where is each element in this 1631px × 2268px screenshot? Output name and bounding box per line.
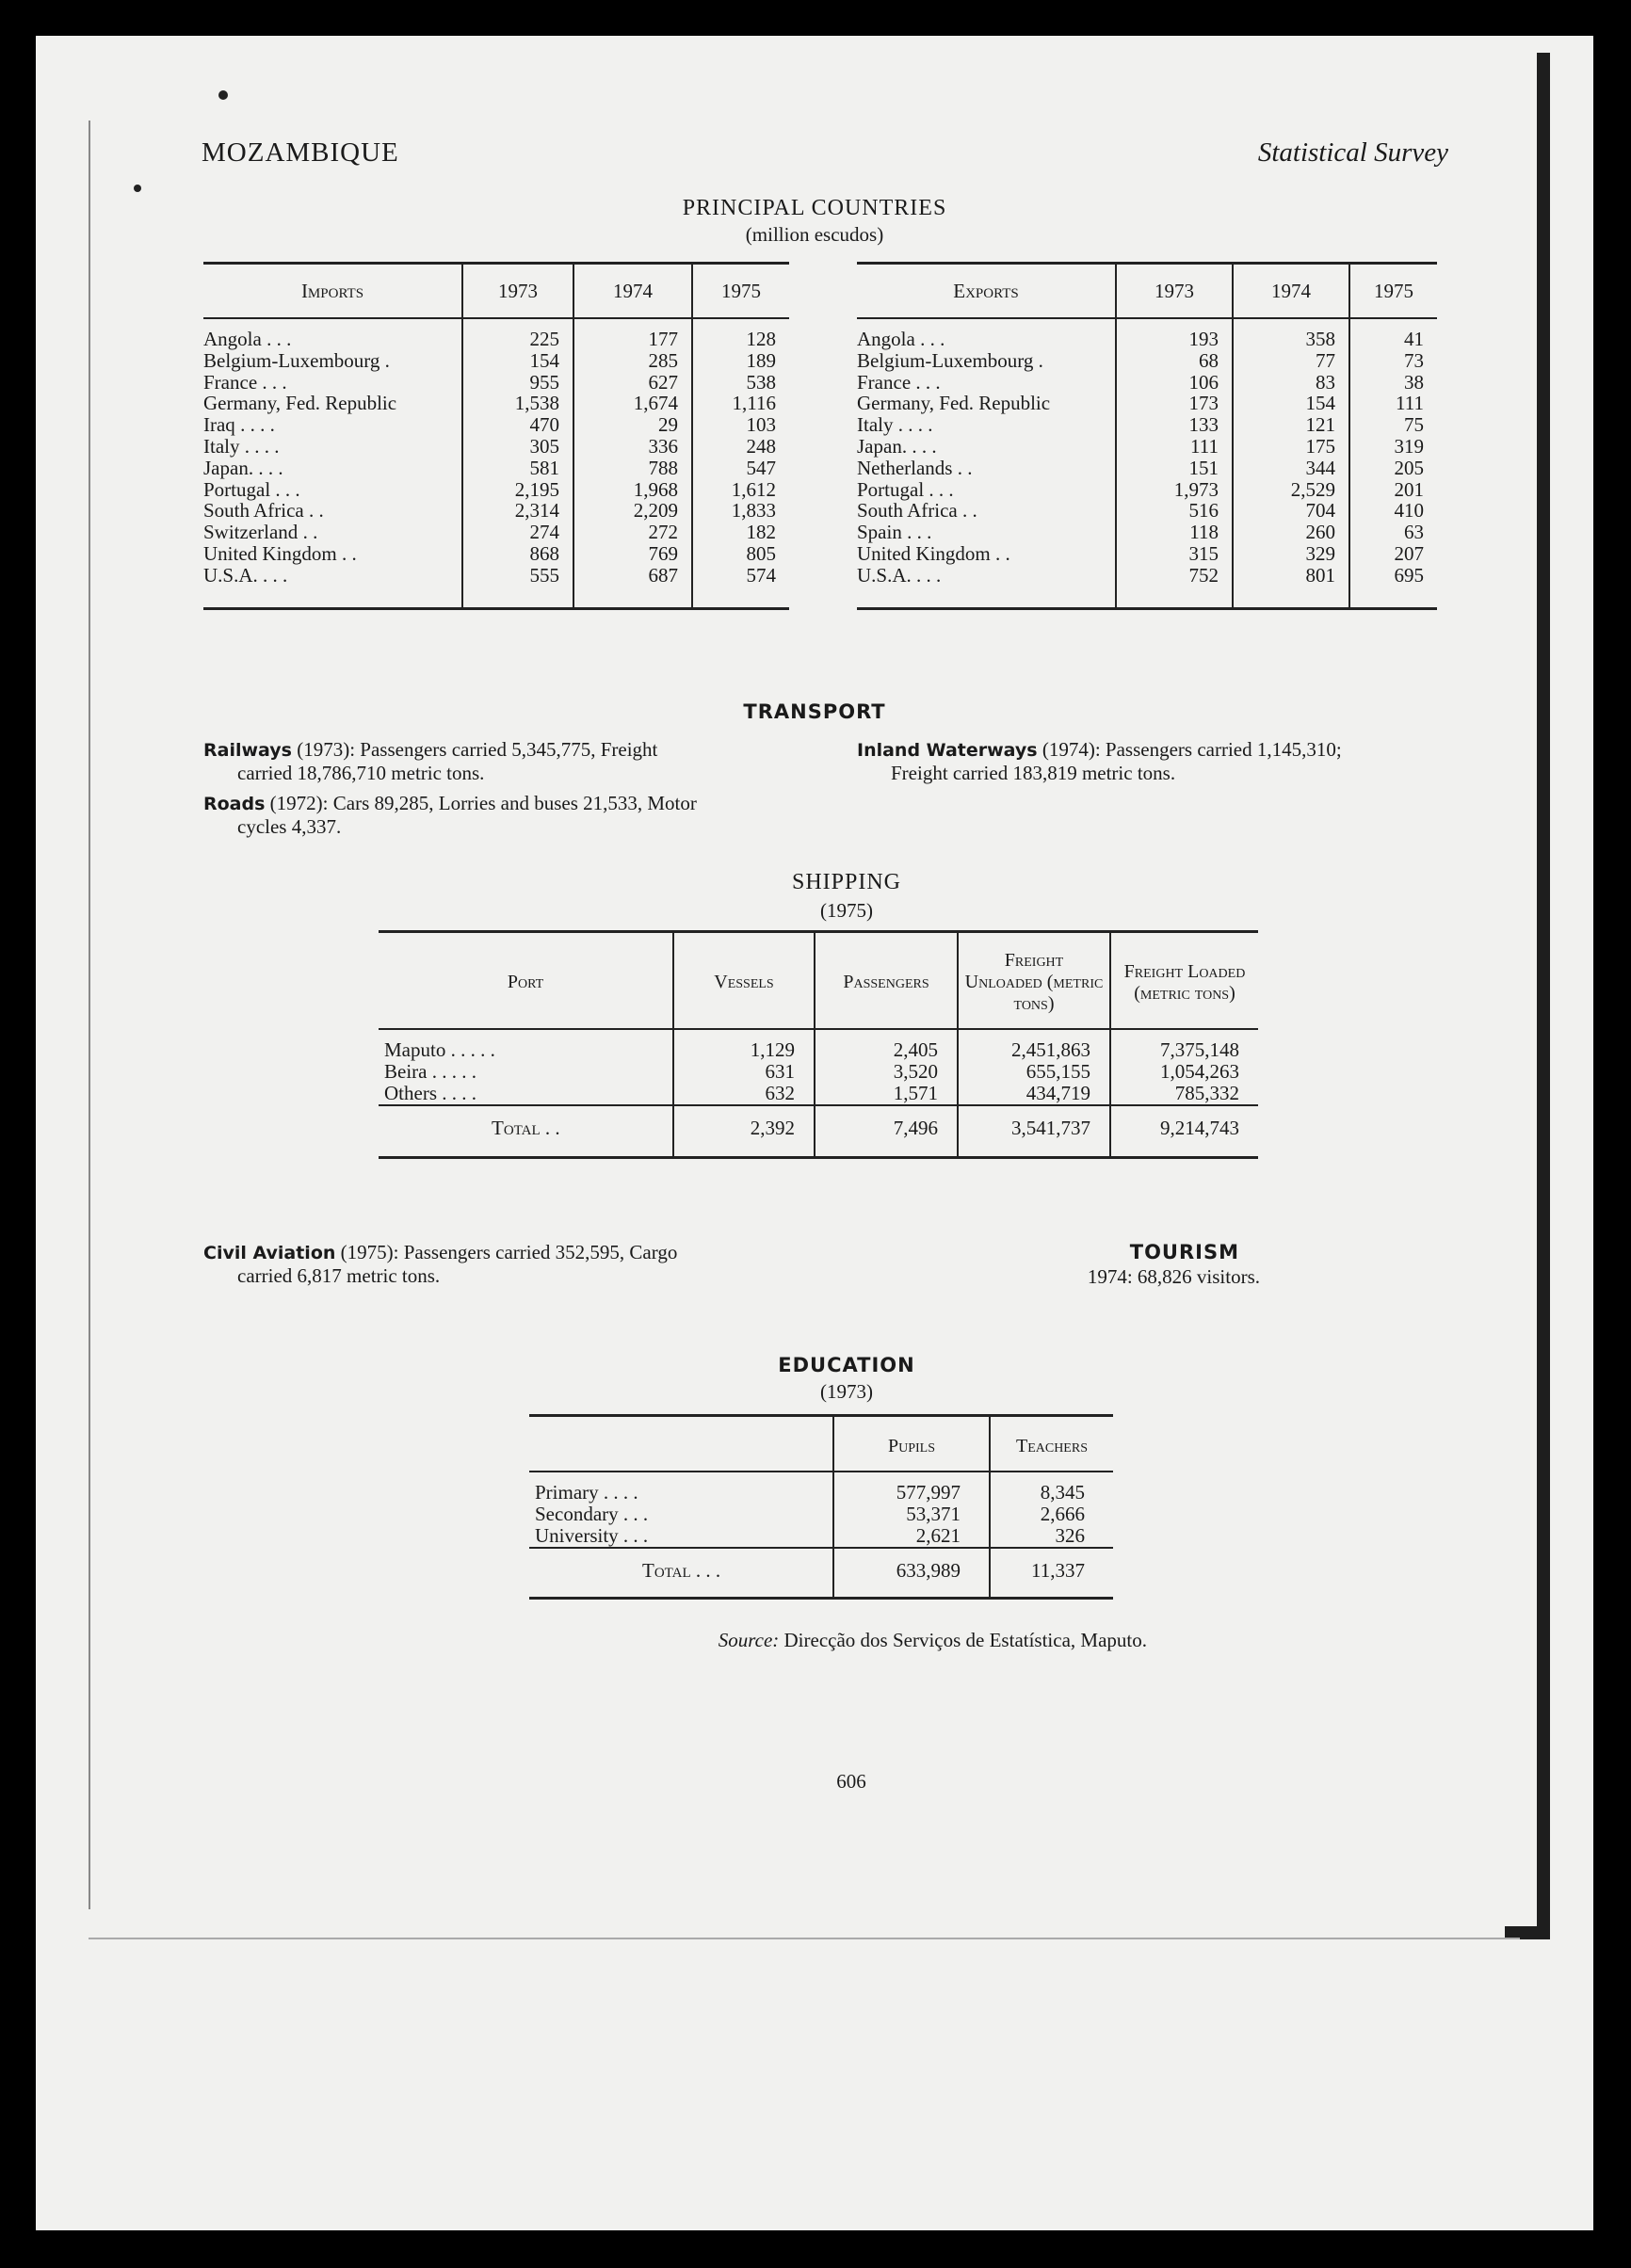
row-label xyxy=(857,350,1116,372)
row-name: Others xyxy=(384,1082,437,1104)
table-row xyxy=(203,436,789,458)
value-cell: 111 xyxy=(1349,393,1437,414)
leader-dots: . . . . xyxy=(248,456,283,479)
exports-table xyxy=(857,262,1437,610)
table-row xyxy=(529,1472,1113,1504)
value-cell: 7,496 xyxy=(815,1105,958,1158)
value-cell: 305 xyxy=(462,436,573,458)
leader-dots: . . xyxy=(540,1117,560,1139)
tourism-block xyxy=(1034,1241,1260,1288)
value-cell: 1,674 xyxy=(573,393,692,414)
value-cell: 329 xyxy=(1233,543,1349,565)
table-row xyxy=(857,393,1437,414)
value-cell: 516 xyxy=(1116,500,1233,522)
value-cell: 225 xyxy=(462,318,573,350)
leader-dots: . . xyxy=(303,499,324,523)
principal-countries-heading xyxy=(36,196,1593,247)
table-row xyxy=(857,522,1437,543)
leader-dots: . . . xyxy=(257,563,288,587)
value-cell: 2,392 xyxy=(673,1105,815,1158)
value-cell: 1,116 xyxy=(692,393,789,414)
value-cell: 175 xyxy=(1233,436,1349,458)
value-cell: 868 xyxy=(462,543,573,565)
row-label xyxy=(857,318,1116,350)
value-cell: 319 xyxy=(1349,436,1437,458)
row-label xyxy=(857,565,1116,608)
leader-dots: . . . . xyxy=(901,434,937,458)
value-cell: 3,520 xyxy=(815,1061,958,1083)
table-row xyxy=(857,458,1437,479)
row-label xyxy=(203,393,462,414)
value-cell: 704 xyxy=(1233,500,1349,522)
row-name: Secondary xyxy=(535,1503,619,1525)
table-row xyxy=(203,543,789,565)
leader-dots: . . . . . xyxy=(427,1060,476,1083)
leader-dots: . . . . xyxy=(437,1082,476,1104)
value-cell: 627 xyxy=(573,372,692,394)
row-name: South Africa xyxy=(203,499,304,523)
value-cell: 8,345 xyxy=(990,1472,1113,1504)
civil-aviation-text: (1975): Passengers carried 352,595, Cargo xyxy=(335,1241,678,1263)
row-label xyxy=(857,479,1116,501)
table-row xyxy=(857,479,1437,501)
table-row xyxy=(379,1029,1258,1061)
col-header-1975: 1975 xyxy=(692,264,789,319)
value-cell: 2,621 xyxy=(833,1525,990,1548)
document-page xyxy=(36,36,1593,2230)
inland-waterways-text-cont: Freight carried 183,819 metric tons. xyxy=(891,762,1176,784)
value-cell: 73 xyxy=(1349,350,1437,372)
row-label xyxy=(379,1061,673,1083)
value-cell: 434,719 xyxy=(958,1083,1110,1105)
row-label xyxy=(857,372,1116,394)
table-row xyxy=(857,500,1437,522)
value-cell: 801 xyxy=(1233,565,1349,608)
value-cell: 631 xyxy=(673,1061,815,1083)
value-cell: 1,833 xyxy=(692,500,789,522)
table-row xyxy=(203,372,789,394)
value-cell: 805 xyxy=(692,543,789,565)
table-row xyxy=(203,458,789,479)
shipping-table xyxy=(379,930,1258,1159)
row-label xyxy=(857,393,1116,414)
value-cell: 121 xyxy=(1233,414,1349,436)
leader-dots: . . . xyxy=(914,328,945,350)
total-text: Total xyxy=(492,1117,541,1139)
row-name: Netherlands xyxy=(857,456,953,479)
table-row xyxy=(203,393,789,414)
table-row xyxy=(379,1083,1258,1105)
leader-dots: . . . . xyxy=(893,413,933,437)
source-note xyxy=(450,1629,1147,1652)
value-cell: 2,451,863 xyxy=(958,1029,1110,1061)
value-cell: 38 xyxy=(1349,372,1437,394)
scan-edge-shadow xyxy=(1537,53,1550,1936)
value-cell: 1,571 xyxy=(815,1083,958,1105)
row-label xyxy=(857,414,1116,436)
inland-waterways-text: (1974): Passengers carried 1,145,310; xyxy=(1037,738,1342,761)
row-label xyxy=(203,436,462,458)
table-row xyxy=(203,414,789,436)
col-header-passengers: Passengers xyxy=(815,932,958,1030)
col-header-level xyxy=(529,1416,833,1472)
inland-waterways-label: Inland Waterways xyxy=(857,740,1038,761)
value-cell: 1,968 xyxy=(573,479,692,501)
value-cell: 1,973 xyxy=(1116,479,1233,501)
row-label xyxy=(203,318,462,350)
total-text: Total xyxy=(642,1559,691,1582)
row-name: Angola xyxy=(857,328,915,350)
value-cell: 11,337 xyxy=(990,1548,1113,1599)
col-header-1974: 1974 xyxy=(573,264,692,319)
row-name: Portugal xyxy=(203,477,271,501)
col-header-1973: 1973 xyxy=(462,264,573,319)
leader-dots: . . xyxy=(990,541,1010,565)
value-cell: 2,666 xyxy=(990,1504,1113,1525)
value-cell: 106 xyxy=(1116,372,1233,394)
value-cell: 2,405 xyxy=(815,1029,958,1061)
value-cell: 785,332 xyxy=(1110,1083,1258,1105)
leader-dots: . . . . xyxy=(234,413,275,437)
row-name: South Africa xyxy=(857,499,958,523)
row-label xyxy=(203,543,462,565)
col-header-freight-loaded: Freight Loaded (metric tons) xyxy=(1110,932,1258,1030)
leader-dots: . . . . xyxy=(239,434,280,458)
source-text: Direcção dos Serviços de Estatística, Maputo. xyxy=(779,1629,1147,1651)
tourism-text: 1974: 68,826 visitors. xyxy=(1087,1265,1260,1288)
leader-dots: . . . xyxy=(257,370,287,394)
section-title: PRINCIPAL COUNTRIES xyxy=(682,196,947,220)
leader-dots: . . . xyxy=(924,477,954,501)
source-label: Source: xyxy=(718,1629,780,1651)
value-cell: 133 xyxy=(1116,414,1233,436)
value-cell: 581 xyxy=(462,458,573,479)
row-label xyxy=(203,458,462,479)
table-row xyxy=(203,350,789,372)
row-label xyxy=(379,1029,673,1061)
row-label xyxy=(379,1083,673,1105)
table-row xyxy=(857,318,1437,350)
row-name: Japan xyxy=(857,434,902,458)
value-cell: 326 xyxy=(990,1525,1113,1548)
row-label xyxy=(203,372,462,394)
shipping-heading xyxy=(36,870,1593,923)
civil-aviation-label: Civil Aviation xyxy=(203,1243,336,1263)
value-cell: 193 xyxy=(1116,318,1233,350)
value-cell: 695 xyxy=(1349,565,1437,608)
row-label xyxy=(203,522,462,543)
row-name: France xyxy=(203,370,258,394)
total-label xyxy=(379,1105,673,1158)
value-cell: 1,538 xyxy=(462,393,573,414)
value-cell: 470 xyxy=(462,414,573,436)
railways-text-cont: carried 18,786,710 metric tons. xyxy=(237,762,485,784)
row-name: Spain xyxy=(857,521,902,544)
col-header-vessels: Vessels xyxy=(673,932,815,1030)
value-cell: 173 xyxy=(1116,393,1233,414)
row-label xyxy=(203,500,462,522)
section-unit: (million escudos) xyxy=(745,223,884,246)
value-cell: 154 xyxy=(1233,393,1349,414)
total-label xyxy=(529,1548,833,1599)
value-cell: 955 xyxy=(462,372,573,394)
row-label xyxy=(857,458,1116,479)
punch-mark xyxy=(134,185,141,192)
col-header-pupils: Pupils xyxy=(833,1416,990,1472)
col-header-1973: 1973 xyxy=(1116,264,1233,319)
row-label xyxy=(529,1504,833,1525)
value-cell: 182 xyxy=(692,522,789,543)
education-year: (1973) xyxy=(820,1380,873,1403)
value-cell: 41 xyxy=(1349,318,1437,350)
railways-label: Railways xyxy=(203,740,292,761)
value-cell: 336 xyxy=(573,436,692,458)
roads-text: (1972): Cars 89,285, Lorries and buses 21,533, Motor xyxy=(265,792,697,814)
railways-text: (1973): Passengers carried 5,345,775, Freight xyxy=(291,738,658,761)
leader-dots: . . . xyxy=(618,1503,649,1525)
value-cell: 547 xyxy=(692,458,789,479)
leader-dots: . . . xyxy=(911,563,942,587)
value-cell: 410 xyxy=(1349,500,1437,522)
tourism-heading: TOURISM xyxy=(1129,1241,1239,1263)
value-cell: 272 xyxy=(573,522,692,543)
row-name: U.S.A. xyxy=(203,563,258,587)
roads-text-cont: cycles 4,337. xyxy=(237,815,342,838)
value-cell: 632 xyxy=(673,1083,815,1105)
value-cell: 788 xyxy=(573,458,692,479)
running-head-country: MOZAMBIQUE xyxy=(202,137,399,168)
table-row xyxy=(857,350,1437,372)
value-cell: 344 xyxy=(1233,458,1349,479)
row-name: Maputo xyxy=(384,1038,446,1061)
table-row xyxy=(857,543,1437,565)
row-name: Portugal xyxy=(857,477,925,501)
inland-waterways-paragraph xyxy=(857,738,1454,784)
leader-dots: . . . xyxy=(618,1524,649,1547)
table-row xyxy=(857,414,1437,436)
row-label xyxy=(857,522,1116,543)
leader-dots: . . xyxy=(957,499,977,523)
row-label xyxy=(203,565,462,608)
leader-dots: . xyxy=(1033,348,1043,372)
value-cell: 9,214,743 xyxy=(1110,1105,1258,1158)
row-name: United Kingdom xyxy=(203,541,337,565)
value-cell: 151 xyxy=(1116,458,1233,479)
leader-dots: . . . xyxy=(270,477,300,501)
value-cell: 205 xyxy=(1349,458,1437,479)
table-row xyxy=(203,479,789,501)
value-cell: 118 xyxy=(1116,522,1233,543)
col-header-freight-unloaded: Freight Unloaded (metric tons) xyxy=(958,932,1110,1030)
scan-left-edge xyxy=(89,121,90,1909)
row-name: Beira xyxy=(384,1060,428,1083)
row-label xyxy=(203,479,462,501)
value-cell: 752 xyxy=(1116,565,1233,608)
col-header-1975: 1975 xyxy=(1349,264,1437,319)
value-cell: 201 xyxy=(1349,479,1437,501)
value-cell: 687 xyxy=(573,565,692,608)
total-row xyxy=(379,1105,1258,1158)
value-cell: 7,375,148 xyxy=(1110,1029,1258,1061)
table-row xyxy=(203,500,789,522)
row-name: Primary xyxy=(535,1481,599,1504)
value-cell: 3,541,737 xyxy=(958,1105,1110,1158)
value-cell: 655,155 xyxy=(958,1061,1110,1083)
value-cell: 128 xyxy=(692,318,789,350)
table-row xyxy=(203,318,789,350)
value-cell: 2,195 xyxy=(462,479,573,501)
leader-dots: . . xyxy=(952,456,973,479)
row-label xyxy=(203,414,462,436)
table-row xyxy=(529,1525,1113,1548)
value-cell: 577,997 xyxy=(833,1472,990,1504)
punch-mark xyxy=(218,90,228,100)
value-cell: 83 xyxy=(1233,372,1349,394)
value-cell: 248 xyxy=(692,436,789,458)
value-cell: 574 xyxy=(692,565,789,608)
row-name: France xyxy=(857,370,912,394)
row-name: Switzerland xyxy=(203,521,299,544)
leader-dots: . . . xyxy=(911,370,941,394)
value-cell: 358 xyxy=(1233,318,1349,350)
row-label xyxy=(529,1472,833,1504)
row-name: Germany, Fed. Republic xyxy=(203,392,397,415)
row-label xyxy=(203,350,462,372)
railways-paragraph xyxy=(203,738,789,838)
value-cell: 75 xyxy=(1349,414,1437,436)
value-cell: 315 xyxy=(1116,543,1233,565)
row-label xyxy=(857,500,1116,522)
leader-dots: . . . xyxy=(690,1559,721,1582)
value-cell: 538 xyxy=(692,372,789,394)
value-cell: 2,209 xyxy=(573,500,692,522)
roads-label: Roads xyxy=(203,794,266,814)
leader-dots: . . . . . xyxy=(445,1038,495,1061)
row-label xyxy=(857,436,1116,458)
leader-dots: . xyxy=(379,348,390,372)
leader-dots: . . . xyxy=(901,521,932,544)
shipping-title: SHIPPING xyxy=(791,870,902,894)
table-row xyxy=(857,565,1437,608)
value-cell: 29 xyxy=(573,414,692,436)
value-cell: 1,612 xyxy=(692,479,789,501)
value-cell: 769 xyxy=(573,543,692,565)
row-name: Japan xyxy=(203,456,249,479)
table-row xyxy=(857,436,1437,458)
civil-aviation-text-cont: carried 6,817 metric tons. xyxy=(237,1264,441,1287)
col-header-port: Port xyxy=(379,932,673,1030)
col-header-exports: Exports xyxy=(857,264,1116,319)
row-name: Germany, Fed. Republic xyxy=(857,392,1051,415)
table-row xyxy=(203,522,789,543)
total-row xyxy=(529,1548,1113,1599)
value-cell: 285 xyxy=(573,350,692,372)
row-name: United Kingdom xyxy=(857,541,991,565)
value-cell: 68 xyxy=(1116,350,1233,372)
scan-bottom-edge xyxy=(89,1938,1520,1939)
col-header-1974: 1974 xyxy=(1233,264,1349,319)
leader-dots: . . xyxy=(298,521,318,544)
leader-dots: . . . xyxy=(261,328,292,350)
value-cell: 77 xyxy=(1233,350,1349,372)
value-cell: 555 xyxy=(462,565,573,608)
col-header-imports: Imports xyxy=(203,264,462,319)
value-cell: 1,054,263 xyxy=(1110,1061,1258,1083)
page-number: 606 xyxy=(836,1770,866,1793)
table-row xyxy=(529,1504,1113,1525)
leader-dots: . . xyxy=(336,541,357,565)
value-cell: 2,529 xyxy=(1233,479,1349,501)
value-cell: 1,129 xyxy=(673,1029,815,1061)
education-table xyxy=(529,1414,1113,1600)
value-cell: 189 xyxy=(692,350,789,372)
table-row xyxy=(203,565,789,608)
table-row xyxy=(857,372,1437,394)
transport-heading: TRANSPORT xyxy=(743,700,886,723)
value-cell: 207 xyxy=(1349,543,1437,565)
row-name: Angola xyxy=(203,328,262,350)
row-label xyxy=(857,543,1116,565)
imports-table xyxy=(203,262,789,610)
running-head-series: Statistical Survey xyxy=(1257,137,1448,168)
row-name: University xyxy=(535,1524,619,1547)
value-cell: 154 xyxy=(462,350,573,372)
row-name: Belgium-Luxembourg xyxy=(203,348,380,372)
value-cell: 633,989 xyxy=(833,1548,990,1599)
value-cell: 103 xyxy=(692,414,789,436)
value-cell: 53,371 xyxy=(833,1504,990,1525)
col-header-teachers: Teachers xyxy=(990,1416,1113,1472)
value-cell: 177 xyxy=(573,318,692,350)
leader-dots: . . . . xyxy=(598,1481,638,1504)
value-cell: 260 xyxy=(1233,522,1349,543)
row-name: U.S.A. xyxy=(857,563,912,587)
value-cell: 111 xyxy=(1116,436,1233,458)
education-title: EDUCATION xyxy=(778,1354,915,1376)
value-cell: 2,314 xyxy=(462,500,573,522)
row-name: Italy xyxy=(203,434,240,458)
row-name: Belgium-Luxembourg xyxy=(857,348,1034,372)
row-name: Italy xyxy=(857,413,894,437)
table-row xyxy=(379,1061,1258,1083)
row-name: Iraq xyxy=(203,413,235,437)
row-label xyxy=(529,1525,833,1548)
civil-aviation-paragraph xyxy=(203,1241,806,1287)
education-heading xyxy=(36,1354,1593,1404)
value-cell: 63 xyxy=(1349,522,1437,543)
shipping-year: (1975) xyxy=(820,899,873,922)
value-cell: 274 xyxy=(462,522,573,543)
